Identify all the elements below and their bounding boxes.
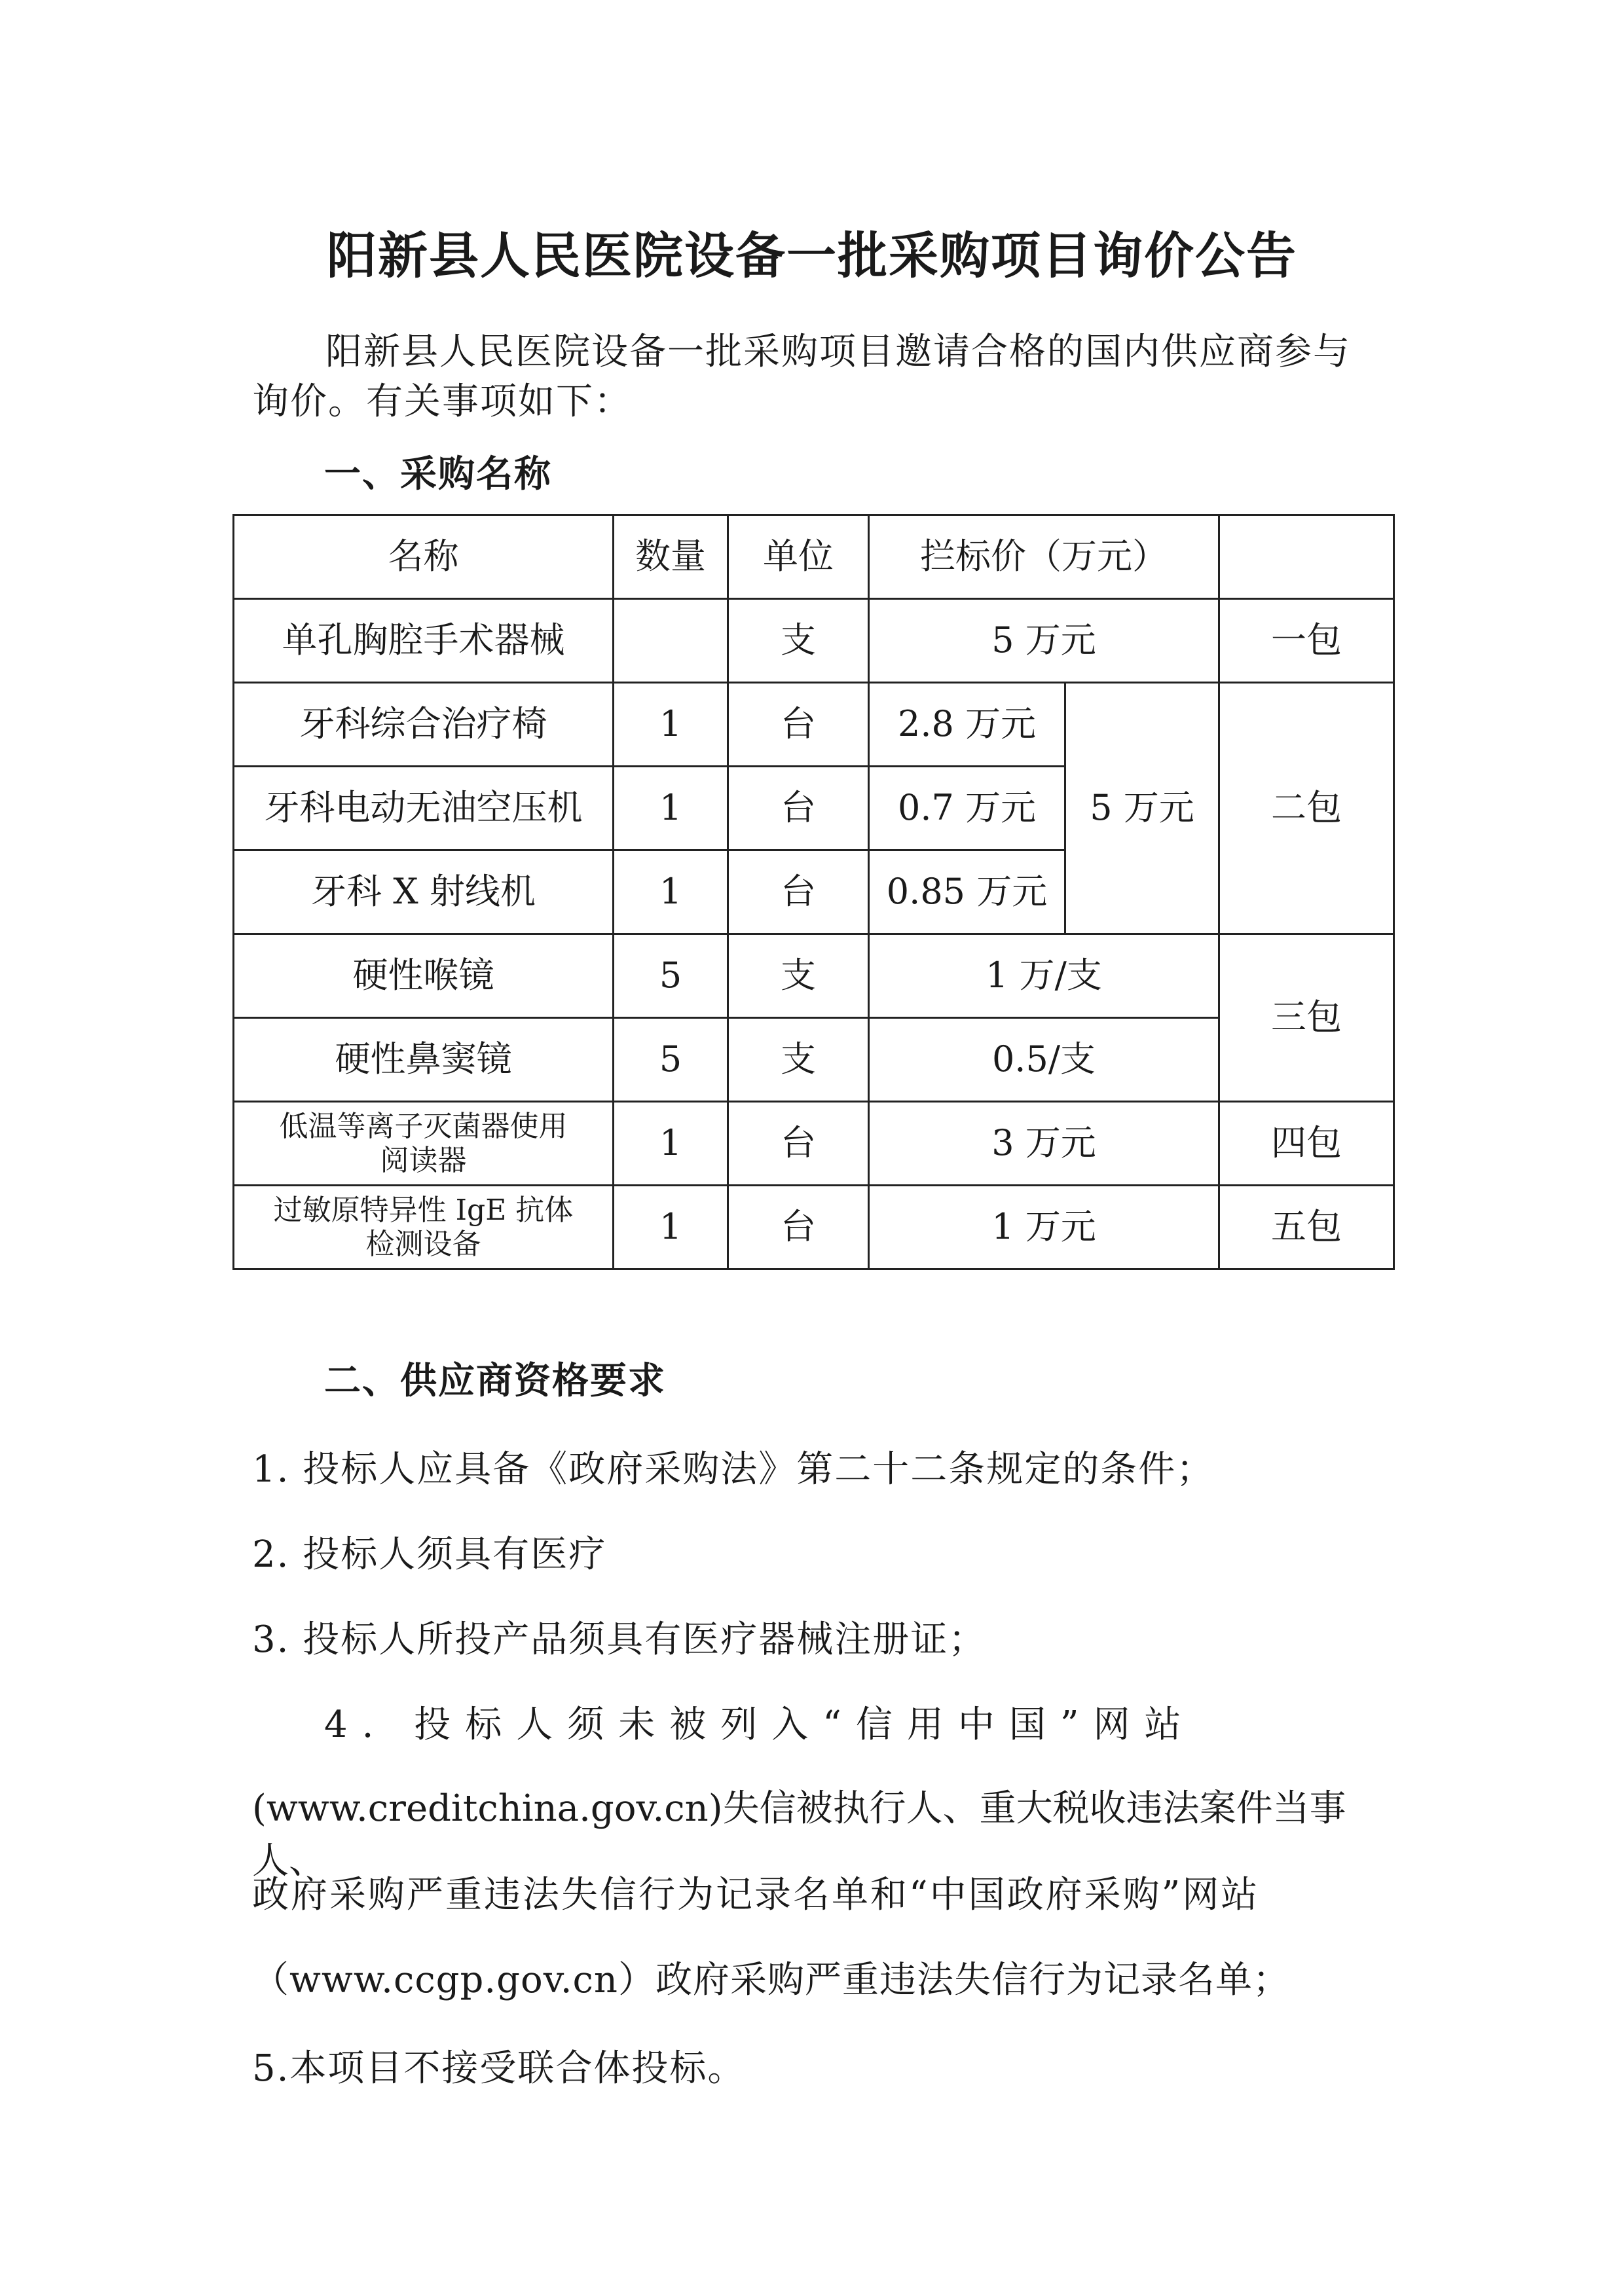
cell-name: 硬性鼻窦镜	[234, 1018, 614, 1102]
requirement-item-3: 3. 投标人所投产品须具有医疗器械注册证；	[252, 1618, 987, 1661]
cell-unit: 台	[728, 1102, 869, 1186]
cell-price: 1 万/支	[869, 934, 1219, 1018]
cell-name: 硬性喉镜	[234, 934, 614, 1018]
requirement-item-4-line-3: 政府采购严重违法失信行为记录名单和“中国政府采购”网站	[252, 1874, 1260, 1916]
cell-unit: 支	[728, 1018, 869, 1102]
intro-line-2: 询价。有关事项如下：	[252, 380, 632, 423]
procurement-table	[232, 514, 1395, 1270]
table-row	[234, 599, 1394, 683]
section-heading-procurement-name: 一、采购名称	[324, 453, 552, 496]
requirement-item-4-line-1: 4. 投标人须未被列入“信用中国”网站	[324, 1704, 1196, 1746]
table-row	[234, 934, 1394, 1018]
cell-unit: 台	[728, 683, 869, 767]
cell-unit: 支	[728, 599, 869, 683]
header-ceiling-price: 拦标价（万元）	[869, 515, 1219, 599]
cell-name: 牙科电动无油空压机	[234, 767, 614, 850]
cell-quantity: 1	[614, 767, 728, 850]
header-package	[1219, 515, 1394, 599]
cell-price: 5 万元	[869, 599, 1219, 683]
requirement-item-4-line-2: (www.creditchina.gov.cn)失信被执行人、重大税收违法案件当事人、	[252, 1787, 1346, 1882]
cell-name: 单孔胸腔手术器械	[234, 599, 614, 683]
cell-name-line-2: 检测设备	[365, 1227, 481, 1261]
cell-price: 0.5/支	[869, 1018, 1219, 1102]
cell-name-line-2: 阅读器	[380, 1143, 467, 1177]
cell-package: 一包	[1219, 599, 1394, 683]
table-row	[234, 683, 1394, 767]
cell-quantity: 5	[614, 934, 728, 1018]
table-row	[234, 1102, 1394, 1186]
cell-unit: 台	[728, 767, 869, 850]
cell-quantity: 1	[614, 850, 728, 934]
cell-package: 三包	[1219, 934, 1394, 1102]
cell-package: 四包	[1219, 1102, 1394, 1186]
cell-quantity: 1	[614, 1186, 728, 1269]
cell-group-total: 5 万元	[1065, 683, 1219, 934]
page-title: 阳新县人民医院设备一批采购项目询价公告	[327, 227, 1297, 285]
cell-quantity	[614, 599, 728, 683]
cell-price: 2.8 万元	[869, 683, 1065, 767]
section-heading-supplier-requirements: 二、供应商资格要求	[324, 1360, 666, 1402]
requirement-item-5: 5.本项目不接受联合体投标。	[252, 2047, 746, 2090]
requirement-item-1: 1. 投标人应具备《政府采购法》第二十二条规定的条件；	[252, 1448, 1215, 1491]
cell-price: 0.7 万元	[869, 767, 1065, 850]
cell-quantity: 1	[614, 1102, 728, 1186]
cell-unit: 支	[728, 934, 869, 1018]
cell-quantity: 5	[614, 1018, 728, 1102]
cell-name-line-1: 低温等离子灭菌器使用	[279, 1109, 568, 1143]
requirement-item-2: 2. 投标人须具有医疗	[252, 1533, 607, 1576]
header-name: 名称	[234, 515, 614, 599]
cell-unit: 台	[728, 850, 869, 934]
cell-price: 1 万元	[869, 1186, 1219, 1269]
intro-paragraph	[252, 327, 1405, 427]
table-header-row	[234, 515, 1394, 599]
cell-name-line-1: 过敏原特异性 IgE 抗体	[273, 1193, 574, 1227]
cell-name	[234, 1186, 614, 1269]
cell-name	[234, 1102, 614, 1186]
cell-package: 二包	[1219, 683, 1394, 934]
header-quantity: 数量	[614, 515, 728, 599]
cell-name: 牙科 X 射线机	[234, 850, 614, 934]
cell-price: 0.85 万元	[869, 850, 1065, 934]
cell-price: 3 万元	[869, 1102, 1219, 1186]
cell-unit: 台	[728, 1186, 869, 1269]
intro-line-1: 阳新县人民医院设备一批采购项目邀请合格的国内供应商参与	[325, 331, 1351, 373]
cell-quantity: 1	[614, 683, 728, 767]
cell-package: 五包	[1219, 1186, 1394, 1269]
header-unit: 单位	[728, 515, 869, 599]
cell-name: 牙科综合治疗椅	[234, 683, 614, 767]
table-row	[234, 1186, 1394, 1269]
requirement-item-4-line-4: （www.ccgp.gov.cn）政府采购严重违法失信行为记录名单；	[252, 1959, 1290, 2001]
